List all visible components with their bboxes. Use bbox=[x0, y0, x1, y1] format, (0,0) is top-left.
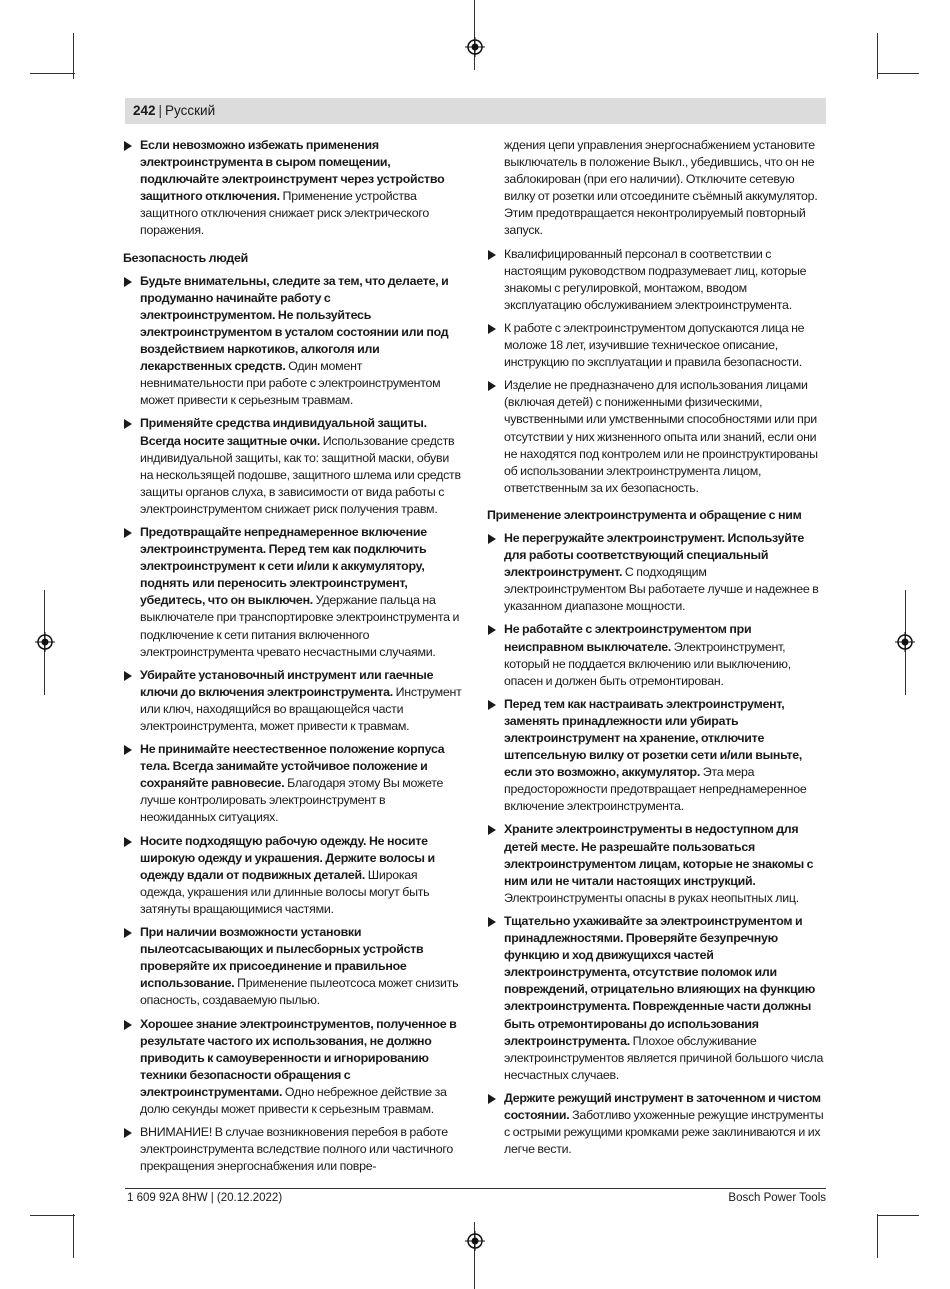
list-item bbox=[487, 377, 827, 497]
item-bold-text: Предотвращайте непреднамеренное включение электроинструмента. Перед тем как подключить электроинструмент к сети и/или к аккумулятору, поднять или переносить электроинструмент, убедитесь, что он выключен. bbox=[140, 524, 427, 608]
list-item bbox=[487, 320, 827, 371]
crop-mark bbox=[877, 73, 919, 74]
page-header-bar bbox=[125, 98, 826, 124]
item-text: К работе с электроинструментом допускаются лица не моложе 18 лет, изучившие техническое описание, инструкцию по эксплуатации и правила безопасности. bbox=[504, 320, 805, 370]
bullet-triangle-icon bbox=[488, 250, 496, 260]
item-text: Удержание пальца на выключателе при транспортировке электроинструмента и подключение к сети питания включенного электроинструмента чревато несчастными случаями. bbox=[140, 593, 460, 659]
item-bold-text: При наличии возможности установки пылеотсасывающих и пылесборных устройств проверяйте их присоединение и правильное использование. bbox=[140, 925, 424, 991]
item-text: ждения цепи управления энергоснабжением установите выключатель в положение Выкл., убедившись, что он не заблокирован (при его наличии). Отключите сетевую вилку от розетки или отсоедините съёмный аккумулятор. Этим предотвращается неконтролируемый повторный запуск. bbox=[504, 138, 818, 238]
bullet-triangle-icon bbox=[124, 745, 132, 755]
list-item bbox=[487, 821, 827, 906]
item-text: Инструмент или ключ, находящийся во вращающейся части электроинструмента, может привести к травмам. bbox=[140, 684, 462, 733]
bullet-triangle-icon bbox=[124, 1128, 132, 1138]
item-text: С подходящим электроинструментом Вы работаете лучше и надежнее в указанном диапазоне мощности. bbox=[504, 565, 819, 614]
list-item bbox=[123, 1016, 463, 1119]
list-item bbox=[487, 696, 827, 816]
item-bold-text: Применяйте средства индивидуальной защиты. Всегда носите защитные очки. bbox=[140, 416, 427, 448]
bullet-triangle-icon bbox=[124, 528, 132, 538]
footer-brand: Bosch Power Tools bbox=[728, 1192, 826, 1204]
item-bold-text: Тщательно ухаживайте за электроинструментом и принадлежностями. Проверяйте безупречную функцию и ход движущихся частей электроинструмента, отсутствие поломок или повреждений, отрицательно влияющих на функцию электроинструмента. Поврежденные части должны быть отремонтированы до использования электроинструмента. bbox=[504, 913, 816, 1048]
bullet-triangle-icon bbox=[488, 700, 496, 710]
item-bold-text: Хорошее знание электроинструментов, полученное в результате частого их использования, не должно приводить к самоуверенности и игнорированию техники безопасности обращения с электроинструментами. bbox=[140, 1016, 457, 1099]
footer-divider bbox=[125, 1188, 826, 1189]
right-column bbox=[487, 137, 827, 1164]
list-item bbox=[123, 415, 463, 518]
list-item bbox=[123, 833, 463, 918]
list-item bbox=[487, 137, 827, 240]
list-item bbox=[123, 924, 463, 1009]
item-text: Электроинструмент, который не поддается включению или выключению, опасен и должен быть отремонтирован. bbox=[504, 639, 791, 688]
bullet-triangle-icon bbox=[124, 837, 132, 847]
bullet-triangle-icon bbox=[488, 825, 496, 835]
crop-mark bbox=[73, 1214, 74, 1258]
bullet-triangle-icon bbox=[488, 324, 496, 334]
left-column bbox=[123, 137, 463, 1181]
registration-mark-icon bbox=[895, 632, 915, 652]
bullet-triangle-icon bbox=[124, 277, 132, 287]
item-text: Применение устройства защитного отключения снижает риск электрического поражения. bbox=[140, 189, 430, 238]
page-number: 242 bbox=[133, 103, 156, 118]
item-bold-text: Носите подходящую рабочую одежду. Не носите широкую одежду и украшения. Держите волосы и одежду вдали от подвижных деталей. bbox=[140, 833, 435, 882]
bullet-triangle-icon bbox=[124, 419, 132, 429]
list-item bbox=[123, 524, 463, 661]
list-item bbox=[123, 273, 463, 410]
crop-mark bbox=[474, 0, 475, 70]
registration-mark-icon bbox=[465, 37, 485, 57]
section-heading: Применение электроинструмента и обращение с ним bbox=[487, 507, 802, 522]
item-bold-text: Убирайте установочный инструмент или гаечные ключи до включения электроинструмента. bbox=[140, 667, 434, 699]
crop-mark bbox=[30, 1215, 75, 1216]
item-bold-text: Перед тем как настраивать электроинструмент, заменять принадлежности или убирать электроинструмент на хранение, отключите штепсельную вилку от розетки сети и/или выньте, если это возможно, аккумулятор. bbox=[504, 696, 803, 780]
item-text: Изделие не предназначено для использования лицами (включая детей) с пониженными физическими, чувственными или умственными способностями или при отсутствии у них жизненного опыта или знаний, если они не находятся под контролем или не проинструктированы об использовании электроинструмента лицом, ответственным за их безопасность. bbox=[504, 378, 818, 495]
item-bold-text: Если невозможно избежать применения электроинструмента в сыром помещении, подключайте электроинструмент через устройство защитного отключения. bbox=[140, 138, 445, 204]
item-text: Заботливо ухоженные режущие инструменты с острыми режущими кромками реже заклиниваются и их легче вести. bbox=[504, 1107, 824, 1157]
bullet-triangle-icon bbox=[124, 141, 132, 151]
item-text: ВНИМАНИЕ! В случае возникновения перебоя в работе электроинструмента вследствие полного или частичного прекращения энергоснабжения или повре- bbox=[140, 1125, 454, 1174]
bullet-triangle-icon bbox=[488, 1094, 496, 1104]
item-text: Эта мера предосторожности предотвращает непреднамеренное включение электроинструмента. bbox=[504, 765, 807, 814]
list-item bbox=[123, 1124, 463, 1175]
item-text: Плохое обслуживание электроинструментов является причиной большого числа несчастных случаев. bbox=[504, 1033, 824, 1082]
item-text: Один момент невнимательности при работе с электроинструментом может привести к серьезным травмам. bbox=[140, 359, 441, 408]
list-item bbox=[487, 530, 827, 615]
item-bold-text: Не принимайте неестественное положение корпуса тела. Всегда занимайте устойчивое положение и сохраняйте равновесие. bbox=[140, 742, 445, 791]
bullet-triangle-icon bbox=[124, 671, 132, 681]
item-text: Благодаря этому Вы можете лучше контролировать электроинструмент в неожиданных ситуациях. bbox=[140, 776, 444, 825]
footer-doc-id: 1 609 92A 8HW | (20.12.2022) bbox=[127, 1192, 283, 1204]
list-item bbox=[123, 667, 463, 735]
item-text: Одно небрежное действие за долю секунды может привести к серьезным травмам. bbox=[140, 1084, 447, 1116]
list-item bbox=[123, 741, 463, 826]
list-item bbox=[487, 913, 827, 1084]
page-header bbox=[133, 103, 215, 119]
item-text: Использование средств индивидуальной защиты, как то: защитной маски, обуви на нескользящей подошве, защитного шлема или средств защиты органов слуха, в зависимости от вида работы с электроинструментом снижает риск получения травм. bbox=[140, 433, 461, 516]
crop-mark bbox=[877, 1214, 878, 1258]
item-bold-text: Будьте внимательны, следите за тем, что делаете, и продуманно начинайте работу с электроинструментом. Не пользуйтесь электроинструментом в усталом состоянии или под воздействием наркотиков, алкоголя или лекарственных средств. bbox=[140, 273, 449, 374]
registration-mark-icon bbox=[35, 632, 55, 652]
bullet-triangle-icon bbox=[488, 381, 496, 391]
header-separator: | bbox=[158, 103, 163, 118]
bullet-triangle-icon bbox=[488, 625, 496, 635]
list-item bbox=[487, 1090, 827, 1158]
list-item bbox=[487, 621, 827, 689]
crop-mark bbox=[877, 1215, 919, 1216]
list-item bbox=[487, 246, 827, 314]
item-text: Применение пылеотсоса может снизить опасность, создаваемую пылью. bbox=[140, 976, 459, 1008]
item-text: Электроинструменты опасны в руках неопытных лиц. bbox=[504, 890, 799, 905]
crop-mark bbox=[30, 73, 75, 74]
section-heading: Безопасность людей bbox=[123, 250, 249, 265]
bullet-triangle-icon bbox=[124, 928, 132, 938]
bullet-triangle-icon bbox=[488, 917, 496, 927]
item-text: Квалифицированный персонал в соответствии с настоящим руководством подразумевает лиц, которые знакомы с регулировкой, монтажом, вводом эксплуатацию обслуживанием электроинструмента. bbox=[504, 246, 807, 312]
item-bold-text: Не перегружайте электроинструмент. Используйте для работы соответствующий специальный электроинструмент. bbox=[504, 530, 805, 580]
header-language: Русский bbox=[165, 103, 216, 118]
registration-mark-icon bbox=[465, 1231, 485, 1251]
bullet-triangle-icon bbox=[488, 534, 496, 544]
item-text: Широкая одежда, украшения или длинные волосы могут быть затянуты вращающимися частями. bbox=[140, 867, 430, 916]
bullet-triangle-icon bbox=[124, 1020, 132, 1030]
item-bold-text: Не работайте с электроинструментом при неисправном выключателе. bbox=[504, 622, 752, 654]
item-bold-text: Держите режущий инструмент в заточенном и чистом состоянии. bbox=[504, 1090, 821, 1122]
item-bold-text: Храните электроинструменты в недоступном для детей месте. Не разрешайте пользоваться электроинструментом лицам, которые не знакомы с ним или не читали настоящих инструкций. bbox=[504, 822, 814, 888]
list-item bbox=[123, 137, 463, 240]
